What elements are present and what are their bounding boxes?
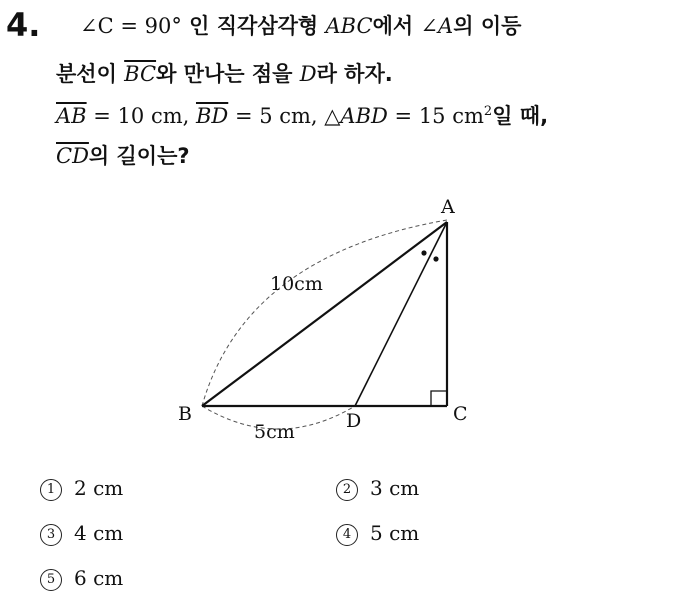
vertex-label-a: A xyxy=(441,196,455,218)
option-marker: 3 xyxy=(40,524,62,546)
angle-c-expr: ∠C = 90° xyxy=(80,14,182,38)
text: 에서 xyxy=(372,14,421,38)
vertex-label-d: D xyxy=(346,410,362,432)
answer-option-3[interactable] xyxy=(40,521,123,546)
option-marker: 4 xyxy=(336,524,358,546)
triangle-abd: △ABD xyxy=(324,104,388,128)
option-text: 4 cm xyxy=(74,521,124,545)
option-text: 2 cm xyxy=(74,476,124,500)
bd-value: = 5 cm, xyxy=(228,104,325,128)
angle-mark-dot xyxy=(421,250,426,255)
area-exponent: 2 xyxy=(483,104,493,119)
right-angle-mark xyxy=(431,391,447,406)
answer-option-5[interactable] xyxy=(40,566,123,591)
segment-bd: $\overline{BD}$ xyxy=(195,104,229,128)
side-ab xyxy=(202,222,447,406)
length-label-bd: 5cm xyxy=(254,421,295,443)
angle-a-expr: ∠A xyxy=(420,14,454,38)
vertex-label-c: C xyxy=(453,403,468,425)
segment-cd: $\overline{CD}$ xyxy=(56,144,89,168)
text: 일 때, xyxy=(492,104,549,128)
answer-option-2[interactable] xyxy=(336,476,419,501)
option-marker: 5 xyxy=(40,569,62,591)
answer-option-4[interactable] xyxy=(336,521,419,546)
length-label-ab: 10cm xyxy=(270,273,323,295)
text: 분선이 xyxy=(56,62,125,86)
triangle-name: ABC xyxy=(325,14,373,38)
text: 의 길이는? xyxy=(88,144,190,168)
option-text: 3 cm xyxy=(370,476,420,500)
point-d: D xyxy=(299,62,317,86)
ab-value: = 10 cm, xyxy=(86,104,196,128)
vertex-label-b: B xyxy=(178,403,192,425)
question-number: 4. xyxy=(6,6,41,44)
bisector-ad xyxy=(355,222,447,406)
option-text: 5 cm xyxy=(370,521,420,545)
answer-option-1[interactable] xyxy=(40,476,123,501)
angle-mark-dot xyxy=(433,256,438,261)
segment-bc: $\overline{BC}$ xyxy=(124,62,157,86)
text: 의 이등 xyxy=(453,14,522,38)
text: 와 만나는 점을 xyxy=(156,62,300,86)
option-text: 6 cm xyxy=(74,566,124,590)
area-value: = 15 cm xyxy=(387,104,484,128)
text: 라 하자. xyxy=(316,62,393,86)
option-marker: 2 xyxy=(336,479,358,501)
option-marker: 1 xyxy=(40,479,62,501)
segment-ab: $\overline{AB}$ xyxy=(56,104,87,128)
text: 인 직각삼각형 xyxy=(181,14,326,38)
